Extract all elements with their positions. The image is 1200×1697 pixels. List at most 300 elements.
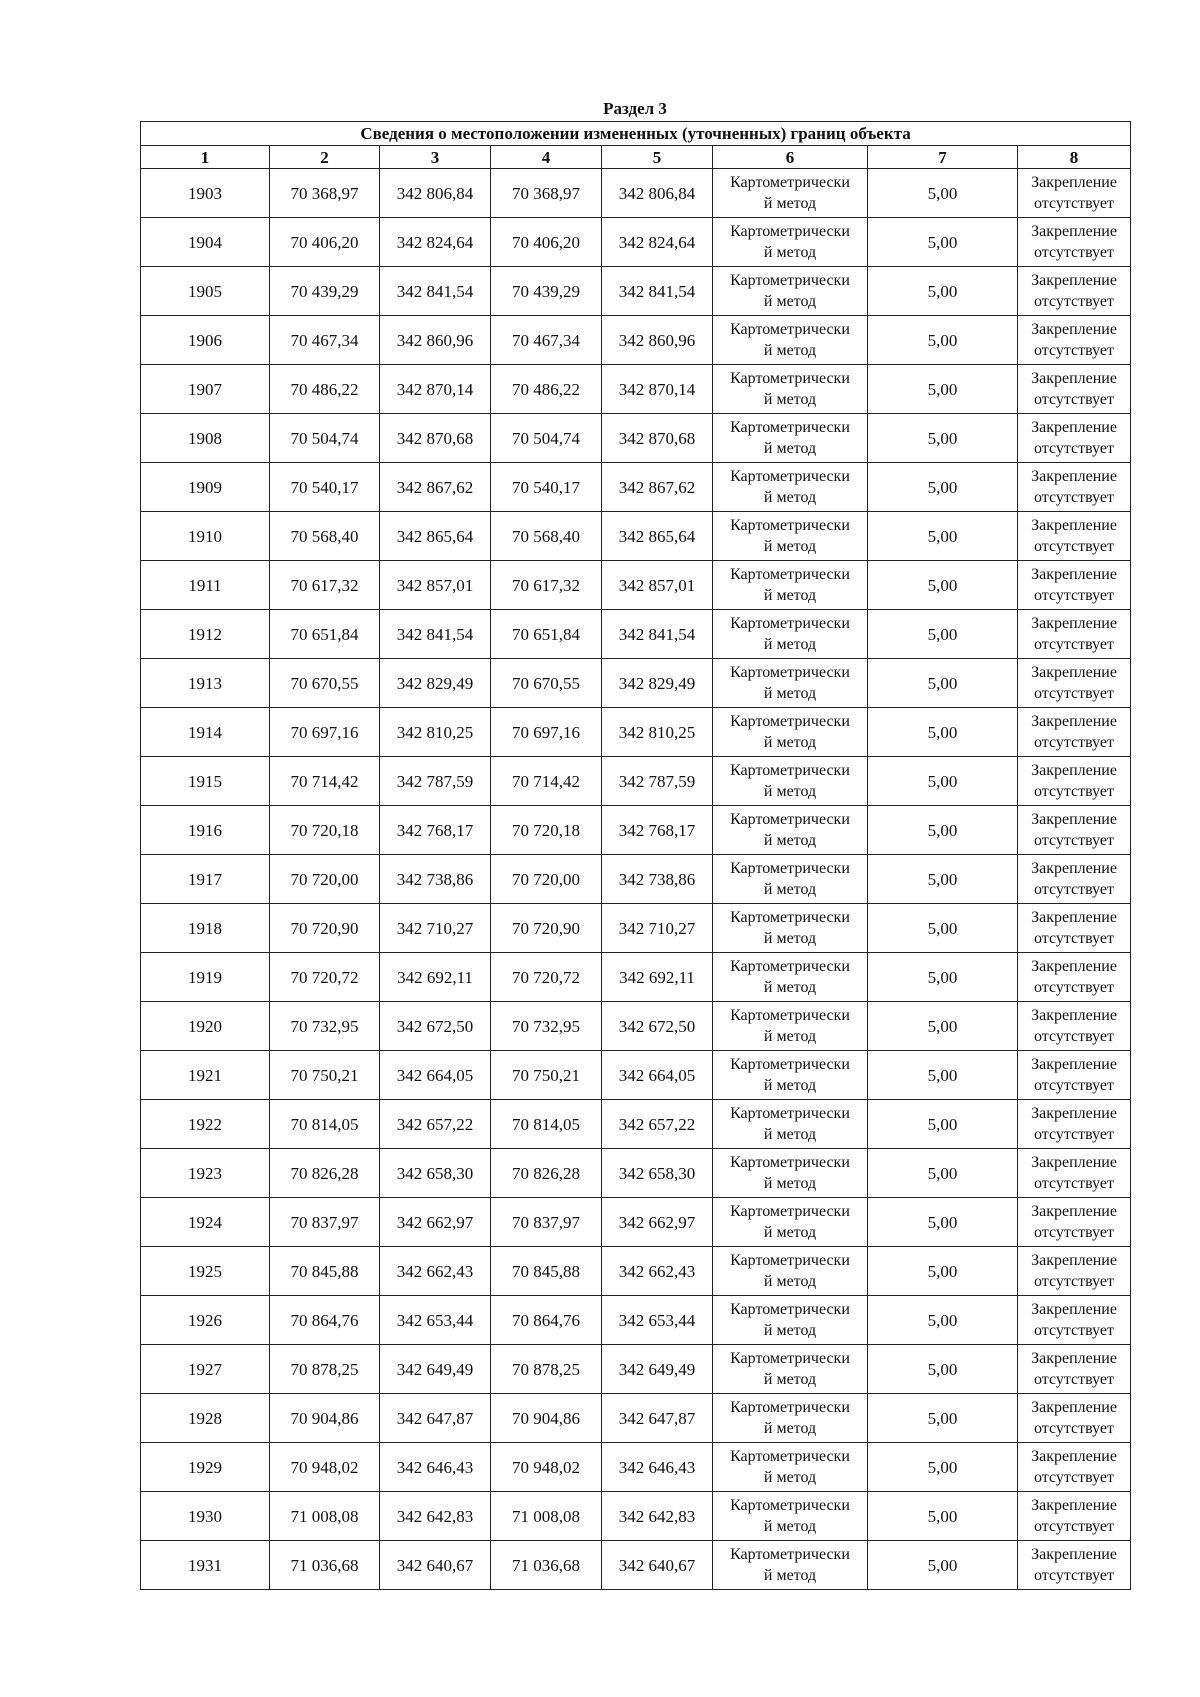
- updated-y-cell: 342 841,54: [602, 610, 713, 659]
- fixing-text-line: Закрепление: [1031, 1497, 1117, 1514]
- accuracy-cell: 5,00: [868, 218, 1018, 267]
- method-cell: [713, 1149, 868, 1198]
- existing-y-cell: 342 787,59: [380, 757, 491, 806]
- updated-x-cell: 70 720,18: [491, 806, 602, 855]
- existing-y-cell: 342 870,68: [380, 414, 491, 463]
- existing-x-cell: 70 904,86: [270, 1394, 380, 1443]
- method-text-line: й метод: [763, 685, 817, 702]
- existing-x-cell: 70 540,17: [270, 463, 380, 512]
- existing-x-cell: 70 864,76: [270, 1296, 380, 1345]
- fixing-text-line: Закрепление: [1031, 713, 1117, 730]
- method-text-line: Картометрически: [730, 370, 850, 387]
- table-row: [141, 1051, 1131, 1100]
- method-text-line: й метод: [763, 440, 817, 457]
- fixing-text-line: отсутствует: [1033, 930, 1115, 947]
- point-number-cell: 1923: [141, 1149, 270, 1198]
- point-number-cell: 1905: [141, 267, 270, 316]
- updated-y-cell: 342 692,11: [602, 953, 713, 1002]
- boundary-coordinates-table: [140, 121, 1131, 1590]
- existing-x-cell: 70 651,84: [270, 610, 380, 659]
- updated-y-cell: 342 738,86: [602, 855, 713, 904]
- fixing-cell: [1018, 365, 1131, 414]
- table-row: [141, 463, 1131, 512]
- method-text-line: Картометрически: [730, 1252, 850, 1269]
- accuracy-cell: 5,00: [868, 561, 1018, 610]
- method-text-line: Картометрически: [730, 762, 850, 779]
- updated-x-cell: 70 651,84: [491, 610, 602, 659]
- fixing-text-line: отсутствует: [1033, 244, 1115, 261]
- existing-y-cell: 342 710,27: [380, 904, 491, 953]
- method-cell: [713, 1394, 868, 1443]
- fixing-cell: [1018, 1443, 1131, 1492]
- existing-x-cell: 70 845,88: [270, 1247, 380, 1296]
- method-text-line: й метод: [763, 489, 817, 506]
- existing-x-cell: 70 368,97: [270, 169, 380, 218]
- fixing-text-line: отсутствует: [1033, 1322, 1115, 1339]
- method-text-line: Картометрически: [730, 1546, 850, 1563]
- updated-y-cell: 342 829,49: [602, 659, 713, 708]
- fixing-cell: [1018, 561, 1131, 610]
- accuracy-cell: 5,00: [868, 1492, 1018, 1541]
- existing-x-cell: 70 467,34: [270, 316, 380, 365]
- table-row: [141, 1198, 1131, 1247]
- accuracy-cell: 5,00: [868, 610, 1018, 659]
- updated-x-cell: 70 826,28: [491, 1149, 602, 1198]
- method-text-line: Картометрически: [730, 566, 850, 583]
- column-number: 6: [713, 146, 868, 169]
- method-text-line: Картометрически: [730, 272, 850, 289]
- fixing-text-line: отсутствует: [1033, 1273, 1115, 1290]
- existing-y-cell: 342 664,05: [380, 1051, 491, 1100]
- updated-y-cell: 342 710,27: [602, 904, 713, 953]
- fixing-cell: [1018, 414, 1131, 463]
- method-text-line: Картометрически: [730, 1350, 850, 1367]
- method-text-line: й метод: [763, 734, 817, 751]
- accuracy-cell: 5,00: [868, 463, 1018, 512]
- fixing-text-line: отсутствует: [1033, 832, 1115, 849]
- existing-x-cell: 70 948,02: [270, 1443, 380, 1492]
- updated-x-cell: 71 036,68: [491, 1541, 602, 1590]
- existing-x-cell: 70 439,29: [270, 267, 380, 316]
- column-number: 7: [868, 146, 1018, 169]
- table-row: [141, 218, 1131, 267]
- column-number: 3: [380, 146, 491, 169]
- method-cell: [713, 561, 868, 610]
- existing-y-cell: 342 806,84: [380, 169, 491, 218]
- method-text-line: й метод: [763, 1420, 817, 1437]
- fixing-text-line: Закрепление: [1031, 664, 1117, 681]
- fixing-text-line: отсутствует: [1033, 342, 1115, 359]
- method-text-line: Картометрически: [730, 860, 850, 877]
- existing-x-cell: 70 720,18: [270, 806, 380, 855]
- table-row: [141, 1541, 1131, 1590]
- method-text-line: Картометрически: [730, 909, 850, 926]
- table-row: [141, 316, 1131, 365]
- method-text-line: Картометрически: [730, 1007, 850, 1024]
- method-cell: [713, 169, 868, 218]
- fixing-text-line: Закрепление: [1031, 1546, 1117, 1563]
- fixing-text-line: Закрепление: [1031, 370, 1117, 387]
- method-text-line: Картометрически: [730, 517, 850, 534]
- method-cell: [713, 1051, 868, 1100]
- table-caption-row: [141, 122, 1131, 146]
- point-number-cell: 1929: [141, 1443, 270, 1492]
- updated-x-cell: 70 732,95: [491, 1002, 602, 1051]
- table-row: [141, 1247, 1131, 1296]
- point-number-cell: 1917: [141, 855, 270, 904]
- fixing-text-line: отсутствует: [1033, 587, 1115, 604]
- updated-x-cell: 70 540,17: [491, 463, 602, 512]
- fixing-text-line: Закрепление: [1031, 860, 1117, 877]
- fixing-cell: [1018, 610, 1131, 659]
- method-cell: [713, 365, 868, 414]
- fixing-text-line: Закрепление: [1031, 223, 1117, 240]
- method-text-line: й метод: [763, 1273, 817, 1290]
- existing-y-cell: 342 841,54: [380, 267, 491, 316]
- table-row: [141, 659, 1131, 708]
- column-number: 8: [1018, 146, 1131, 169]
- existing-y-cell: 342 857,01: [380, 561, 491, 610]
- existing-x-cell: 70 617,32: [270, 561, 380, 610]
- fixing-cell: [1018, 953, 1131, 1002]
- fixing-text-line: Закрепление: [1031, 1350, 1117, 1367]
- method-text-line: Картометрически: [730, 419, 850, 436]
- fixing-text-line: отсутствует: [1033, 293, 1115, 310]
- updated-y-cell: 342 865,64: [602, 512, 713, 561]
- existing-x-cell: 70 750,21: [270, 1051, 380, 1100]
- table-row: [141, 1443, 1131, 1492]
- updated-x-cell: 70 368,97: [491, 169, 602, 218]
- method-text-line: й метод: [763, 1518, 817, 1535]
- point-number-cell: 1909: [141, 463, 270, 512]
- updated-y-cell: 342 867,62: [602, 463, 713, 512]
- column-number: 1: [141, 146, 270, 169]
- updated-y-cell: 342 664,05: [602, 1051, 713, 1100]
- point-number-cell: 1908: [141, 414, 270, 463]
- fixing-text-line: Закрепление: [1031, 1154, 1117, 1171]
- updated-x-cell: 70 720,72: [491, 953, 602, 1002]
- fixing-text-line: отсутствует: [1033, 685, 1115, 702]
- point-number-cell: 1912: [141, 610, 270, 659]
- method-text-line: Картометрически: [730, 1448, 850, 1465]
- fixing-cell: [1018, 169, 1131, 218]
- table-row: [141, 806, 1131, 855]
- table-row: [141, 267, 1131, 316]
- point-number-cell: 1904: [141, 218, 270, 267]
- existing-x-cell: 70 878,25: [270, 1345, 380, 1394]
- updated-x-cell: 70 406,20: [491, 218, 602, 267]
- table-row: [141, 365, 1131, 414]
- method-text-line: й метод: [763, 342, 817, 359]
- fixing-text-line: Закрепление: [1031, 419, 1117, 436]
- method-text-line: й метод: [763, 1175, 817, 1192]
- updated-x-cell: 71 008,08: [491, 1492, 602, 1541]
- fixing-text-line: отсутствует: [1033, 1567, 1115, 1584]
- accuracy-cell: 5,00: [868, 512, 1018, 561]
- point-number-cell: 1920: [141, 1002, 270, 1051]
- updated-y-cell: 342 824,64: [602, 218, 713, 267]
- existing-x-cell: 70 732,95: [270, 1002, 380, 1051]
- existing-y-cell: 342 657,22: [380, 1100, 491, 1149]
- fixing-text-line: Закрепление: [1031, 517, 1117, 534]
- method-text-line: Картометрически: [730, 713, 850, 730]
- method-cell: [713, 904, 868, 953]
- accuracy-cell: 5,00: [868, 316, 1018, 365]
- fixing-cell: [1018, 316, 1131, 365]
- updated-y-cell: 342 870,68: [602, 414, 713, 463]
- method-cell: [713, 1100, 868, 1149]
- existing-y-cell: 342 841,54: [380, 610, 491, 659]
- fixing-text-line: отсутствует: [1033, 1224, 1115, 1241]
- method-text-line: й метод: [763, 1567, 817, 1584]
- accuracy-cell: 5,00: [868, 267, 1018, 316]
- fixing-text-line: отсутствует: [1033, 1518, 1115, 1535]
- existing-y-cell: 342 640,67: [380, 1541, 491, 1590]
- method-text-line: Картометрически: [730, 321, 850, 338]
- updated-y-cell: 342 787,59: [602, 757, 713, 806]
- fixing-text-line: отсутствует: [1033, 1126, 1115, 1143]
- method-cell: [713, 1541, 868, 1590]
- existing-x-cell: 70 568,40: [270, 512, 380, 561]
- method-text-line: Картометрически: [730, 1154, 850, 1171]
- existing-y-cell: 342 810,25: [380, 708, 491, 757]
- method-text-line: Картометрически: [730, 1056, 850, 1073]
- table-row: [141, 953, 1131, 1002]
- method-cell: [713, 806, 868, 855]
- updated-y-cell: 342 662,97: [602, 1198, 713, 1247]
- method-cell: [713, 218, 868, 267]
- updated-x-cell: 70 878,25: [491, 1345, 602, 1394]
- method-cell: [713, 463, 868, 512]
- method-text-line: Картометрически: [730, 174, 850, 191]
- fixing-cell: [1018, 1149, 1131, 1198]
- updated-y-cell: 342 806,84: [602, 169, 713, 218]
- accuracy-cell: 5,00: [868, 708, 1018, 757]
- fixing-text-line: Закрепление: [1031, 1203, 1117, 1220]
- method-text-line: й метод: [763, 1077, 817, 1094]
- method-text-line: й метод: [763, 391, 817, 408]
- existing-y-cell: 342 662,43: [380, 1247, 491, 1296]
- fixing-text-line: Закрепление: [1031, 1056, 1117, 1073]
- table-row: [141, 1345, 1131, 1394]
- existing-y-cell: 342 867,62: [380, 463, 491, 512]
- section-title: Раздел 3: [603, 99, 667, 118]
- table-row: [141, 1296, 1131, 1345]
- method-cell: [713, 757, 868, 806]
- fixing-cell: [1018, 267, 1131, 316]
- method-text-line: й метод: [763, 244, 817, 261]
- point-number-cell: 1906: [141, 316, 270, 365]
- method-text-line: й метод: [763, 881, 817, 898]
- point-number-cell: 1924: [141, 1198, 270, 1247]
- existing-y-cell: 342 662,97: [380, 1198, 491, 1247]
- fixing-cell: [1018, 463, 1131, 512]
- table-row: [141, 757, 1131, 806]
- updated-x-cell: 70 720,00: [491, 855, 602, 904]
- fixing-text-line: Закрепление: [1031, 1105, 1117, 1122]
- existing-y-cell: 342 646,43: [380, 1443, 491, 1492]
- updated-y-cell: 342 662,43: [602, 1247, 713, 1296]
- fixing-text-line: Закрепление: [1031, 1301, 1117, 1318]
- updated-x-cell: 70 439,29: [491, 267, 602, 316]
- point-number-cell: 1913: [141, 659, 270, 708]
- fixing-text-line: Закрепление: [1031, 1448, 1117, 1465]
- method-cell: [713, 1296, 868, 1345]
- fixing-text-line: Закрепление: [1031, 1252, 1117, 1269]
- point-number-cell: 1907: [141, 365, 270, 414]
- method-text-line: Картометрически: [730, 811, 850, 828]
- accuracy-cell: 5,00: [868, 855, 1018, 904]
- fixing-cell: [1018, 708, 1131, 757]
- updated-y-cell: 342 657,22: [602, 1100, 713, 1149]
- point-number-cell: 1927: [141, 1345, 270, 1394]
- existing-y-cell: 342 829,49: [380, 659, 491, 708]
- method-text-line: Картометрически: [730, 1497, 850, 1514]
- fixing-text-line: Закрепление: [1031, 174, 1117, 191]
- method-cell: [713, 1345, 868, 1394]
- point-number-cell: 1903: [141, 169, 270, 218]
- existing-x-cell: 70 504,74: [270, 414, 380, 463]
- method-text-line: й метод: [763, 538, 817, 555]
- fixing-text-line: отсутствует: [1033, 1469, 1115, 1486]
- accuracy-cell: 5,00: [868, 1247, 1018, 1296]
- accuracy-cell: 5,00: [868, 1198, 1018, 1247]
- updated-x-cell: 70 904,86: [491, 1394, 602, 1443]
- point-number-cell: 1918: [141, 904, 270, 953]
- table-row: [141, 1149, 1131, 1198]
- table-caption: Сведения о местоположении измененных (уточненных) границ объекта: [141, 122, 1131, 146]
- fixing-cell: [1018, 1394, 1131, 1443]
- fixing-cell: [1018, 1198, 1131, 1247]
- fixing-cell: [1018, 1051, 1131, 1100]
- accuracy-cell: 5,00: [868, 365, 1018, 414]
- updated-y-cell: 342 768,17: [602, 806, 713, 855]
- fixing-text-line: отсутствует: [1033, 538, 1115, 555]
- fixing-cell: [1018, 1002, 1131, 1051]
- updated-x-cell: 70 864,76: [491, 1296, 602, 1345]
- fixing-text-line: Закрепление: [1031, 272, 1117, 289]
- point-number-cell: 1910: [141, 512, 270, 561]
- existing-y-cell: 342 692,11: [380, 953, 491, 1002]
- updated-x-cell: 70 714,42: [491, 757, 602, 806]
- updated-y-cell: 342 640,67: [602, 1541, 713, 1590]
- existing-y-cell: 342 653,44: [380, 1296, 491, 1345]
- updated-x-cell: 70 670,55: [491, 659, 602, 708]
- accuracy-cell: 5,00: [868, 1296, 1018, 1345]
- method-text-line: й метод: [763, 930, 817, 947]
- accuracy-cell: 5,00: [868, 1541, 1018, 1590]
- column-number: 5: [602, 146, 713, 169]
- method-text-line: Картометрически: [730, 664, 850, 681]
- method-cell: [713, 267, 868, 316]
- accuracy-cell: 5,00: [868, 1051, 1018, 1100]
- fixing-cell: [1018, 1541, 1131, 1590]
- updated-y-cell: 342 810,25: [602, 708, 713, 757]
- method-text-line: Картометрически: [730, 468, 850, 485]
- fixing-cell: [1018, 806, 1131, 855]
- point-number-cell: 1925: [141, 1247, 270, 1296]
- table-row: [141, 512, 1131, 561]
- fixing-text-line: отсутствует: [1033, 1077, 1115, 1094]
- fixing-text-line: Закрепление: [1031, 321, 1117, 338]
- point-number-cell: 1922: [141, 1100, 270, 1149]
- method-text-line: й метод: [763, 1028, 817, 1045]
- method-cell: [713, 1198, 868, 1247]
- method-text-line: Картометрически: [730, 223, 850, 240]
- existing-x-cell: 70 814,05: [270, 1100, 380, 1149]
- existing-y-cell: 342 738,86: [380, 855, 491, 904]
- fixing-cell: [1018, 1345, 1131, 1394]
- existing-x-cell: 70 670,55: [270, 659, 380, 708]
- method-text-line: й метод: [763, 1224, 817, 1241]
- fixing-text-line: Закрепление: [1031, 566, 1117, 583]
- table-row: [141, 610, 1131, 659]
- updated-x-cell: 70 814,05: [491, 1100, 602, 1149]
- point-number-cell: 1926: [141, 1296, 270, 1345]
- updated-x-cell: 70 837,97: [491, 1198, 602, 1247]
- existing-x-cell: 70 486,22: [270, 365, 380, 414]
- fixing-text-line: отсутствует: [1033, 734, 1115, 751]
- method-text-line: й метод: [763, 832, 817, 849]
- table-row: [141, 414, 1131, 463]
- existing-x-cell: 70 720,90: [270, 904, 380, 953]
- existing-y-cell: 342 860,96: [380, 316, 491, 365]
- fixing-cell: [1018, 757, 1131, 806]
- fixing-cell: [1018, 904, 1131, 953]
- fixing-cell: [1018, 659, 1131, 708]
- method-text-line: Картометрически: [730, 1399, 850, 1416]
- existing-x-cell: 70 826,28: [270, 1149, 380, 1198]
- updated-x-cell: 70 504,74: [491, 414, 602, 463]
- method-cell: [713, 610, 868, 659]
- method-text-line: й метод: [763, 979, 817, 996]
- fixing-text-line: отсутствует: [1033, 1420, 1115, 1437]
- table-row: [141, 1492, 1131, 1541]
- method-cell: [713, 1247, 868, 1296]
- updated-x-cell: 70 750,21: [491, 1051, 602, 1100]
- method-text-line: Картометрически: [730, 958, 850, 975]
- table-row: [141, 855, 1131, 904]
- existing-x-cell: 70 406,20: [270, 218, 380, 267]
- updated-y-cell: 342 672,50: [602, 1002, 713, 1051]
- table-row: [141, 1100, 1131, 1149]
- updated-y-cell: 342 646,43: [602, 1443, 713, 1492]
- method-text-line: й метод: [763, 293, 817, 310]
- method-text-line: й метод: [763, 1469, 817, 1486]
- existing-y-cell: 342 824,64: [380, 218, 491, 267]
- table-row: [141, 904, 1131, 953]
- method-cell: [713, 659, 868, 708]
- point-number-cell: 1931: [141, 1541, 270, 1590]
- existing-y-cell: 342 865,64: [380, 512, 491, 561]
- fixing-text-line: отсутствует: [1033, 195, 1115, 212]
- point-number-cell: 1930: [141, 1492, 270, 1541]
- fixing-text-line: Закрепление: [1031, 1399, 1117, 1416]
- existing-x-cell: 70 714,42: [270, 757, 380, 806]
- table-row: [141, 561, 1131, 610]
- method-cell: [713, 855, 868, 904]
- method-text-line: й метод: [763, 1126, 817, 1143]
- accuracy-cell: 5,00: [868, 1345, 1018, 1394]
- fixing-text-line: отсутствует: [1033, 489, 1115, 506]
- updated-y-cell: 342 857,01: [602, 561, 713, 610]
- method-text-line: Картометрически: [730, 615, 850, 632]
- fixing-text-line: Закрепление: [1031, 615, 1117, 632]
- table-row: [141, 708, 1131, 757]
- updated-x-cell: 70 697,16: [491, 708, 602, 757]
- column-number: 2: [270, 146, 380, 169]
- method-cell: [713, 1443, 868, 1492]
